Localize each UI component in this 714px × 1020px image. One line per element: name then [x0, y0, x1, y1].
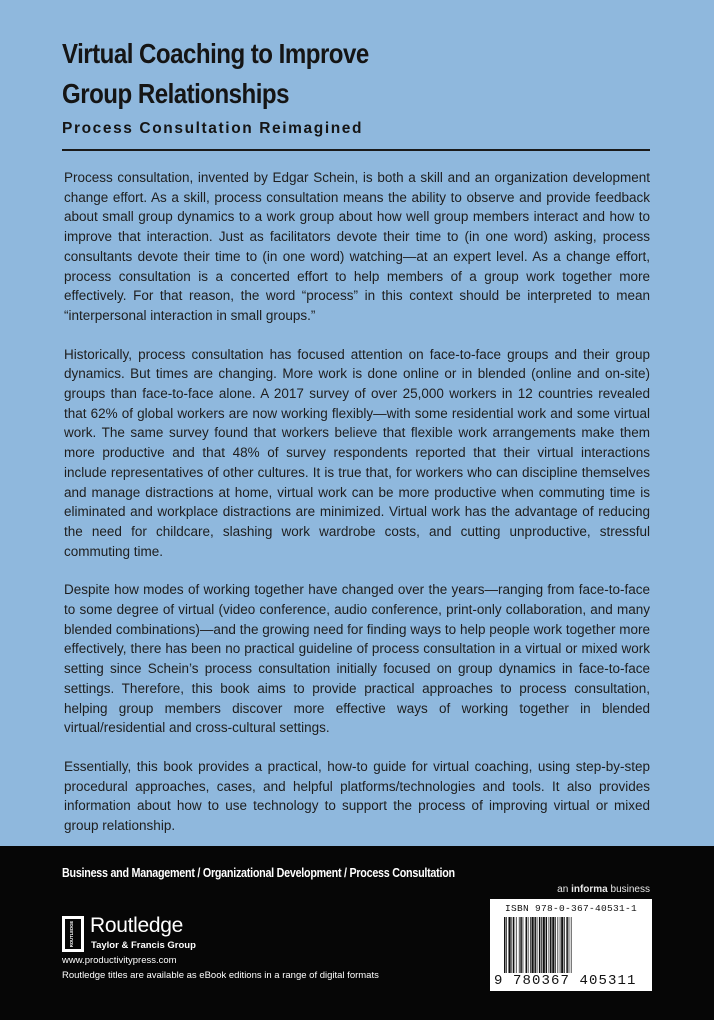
barcode-bar [537, 917, 538, 973]
barcode-bar [530, 917, 531, 973]
barcode-bar [566, 917, 567, 973]
barcode-bar [511, 917, 512, 973]
informa-suffix: business [607, 884, 650, 895]
barcode-bar [506, 917, 507, 973]
publisher-website: www.productivitypress.com [62, 955, 177, 966]
book-title [62, 34, 578, 114]
back-cover-blurb [64, 168, 650, 855]
barcode-bar [549, 917, 550, 973]
title-line-1: Virtual Coaching to Improve [62, 38, 369, 69]
logo-wordmark: ROUTLEDGE [69, 920, 74, 948]
barcode-bar [534, 917, 535, 973]
informa-business-note [557, 884, 650, 895]
barcode-bar [571, 917, 572, 973]
barcode-bar [555, 917, 556, 973]
barcode-bar [504, 917, 505, 973]
barcode-bar [539, 917, 540, 973]
informa-brand: informa [571, 884, 608, 895]
barcode-bar [564, 917, 565, 973]
title-divider [62, 149, 650, 151]
isbn-label: ISBN 978-0-367-40531-1 [504, 903, 638, 914]
barcode-bar [516, 917, 517, 973]
barcode-bar [526, 917, 527, 973]
barcode-bar [523, 917, 524, 973]
barcode-bar [557, 917, 558, 973]
cover-footer-panel [0, 846, 714, 1020]
barcode-bar [519, 917, 520, 973]
publisher-group: Taylor & Francis Group [91, 940, 196, 951]
blurb-paragraph-1: Process consultation, invented by Edgar Schein, is both a skill and an organization development change effort. As a skill, process consultation means the ability to observe and provide feedback about small group dynamics to a work group about how well group members interact and how to improve that interaction. Just as facilitators devote their time to (in one word) asking, process consultants devote their time to (in one word) watching—at an expert level. As a change effort, process consultation is a concerted effort to help members of a group work together more effectively. For that reason, the word “process” in this context should be interpreted to mean “interpersonal interaction in small groups.” [64, 170, 650, 323]
blurb-paragraph-2: Historically, process consultation has focused attention on face-to-face groups and their group dynamics. But times are changing. More work is done online or in blended (online and on-site) groups than face-to-face alone. A 2017 survey of over 25,000 workers in 12 countries revealed that 62% of global workers are now working flexibly—with some residential work and some virtual work. The same survey found that workers believe that flexible work arrangements make them more productive and that 48% of survey respondents reported that their virtual interactions include representatives of other cultures. It is true that, for workers who can discipline themselves and manage distractions at home, virtual work can be more productive when commuting time is eliminated and workplace distractions are minimized. Virtual work has the advantage of reducing the need for childcare, slashing work wardrobe costs, and cutting unproductive, stressful commuting time. [64, 346, 650, 559]
barcode-bar [513, 917, 514, 973]
subject-categories: Business and Management / Organizational Development / Process Consultation [62, 866, 455, 880]
barcode-bar [508, 917, 510, 973]
book-subtitle: Process Consultation Reimagined [62, 120, 364, 137]
barcode-bar [561, 917, 563, 973]
barcode-digits: 9 780367 405311 [494, 973, 637, 989]
blurb-paragraph-4: Essentially, this book provides a practical, how-to guide for virtual coaching, using step-by-step procedural approaches, cases, and helpful platforms/technologies and tools. It also provides information about how to use technology to support the process of improving virtual or mixed group relationship. [64, 758, 650, 834]
isbn-barcode [490, 899, 652, 991]
informa-prefix: an [557, 884, 572, 895]
title-line-2: Group Relationships [62, 78, 289, 109]
barcode-bar [520, 917, 521, 973]
publisher-name: Routledge [90, 914, 184, 937]
barcode-bar [552, 917, 554, 973]
barcode-bars [504, 917, 638, 973]
barcode-bar [543, 917, 545, 973]
barcode-bar [531, 917, 533, 973]
blurb-paragraph-3: Despite how modes of working together have changed over the years—ranging from face-to-face to some degree of virtual (video conference, audio conference, print-only collaboration, and many blended combinations)—and the growing need for finding ways to help people work together more effectively, there has been no practical guideline of process consultation in a virtual or mixed work setting since Schein’s process consultation initially focused on group dynamics in face-to-face settings. Therefore, this book aims to provide practical approaches to process consultation, helping group members discover more effective ways of working together in blended virtual/residential and cross-cultural settings. [64, 582, 650, 736]
ebook-note: Routledge titles are available as eBook editions in a range of digital formats [62, 970, 379, 981]
routledge-logo-icon [62, 916, 84, 952]
barcode-bar [541, 917, 542, 973]
barcode-bar [550, 917, 551, 973]
barcode-bar [560, 917, 561, 973]
barcode-bar [546, 917, 547, 973]
barcode-bar [569, 917, 570, 973]
barcode-bar [528, 917, 529, 973]
